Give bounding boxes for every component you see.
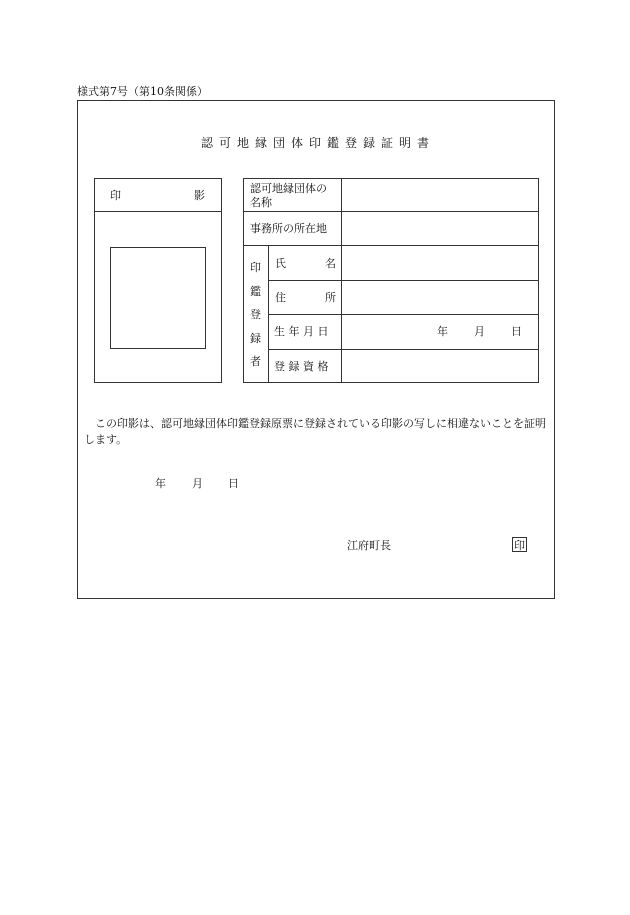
seal-header-divider (94, 211, 222, 212)
table-row-divider (268, 314, 539, 315)
issue-date-month: 月 (192, 477, 203, 490)
registrant-label-char: 鑑 (250, 285, 261, 298)
table-row-divider (243, 211, 539, 212)
seal-stamp-area (110, 247, 206, 349)
birthdate-month: 月 (474, 325, 485, 338)
signer-title: 江府町長 (347, 539, 391, 552)
seal-label-in: 印 (110, 189, 121, 202)
official-seal-mark: 印 (514, 538, 525, 552)
registrant-label-char: 者 (250, 355, 261, 368)
form-number: 様式第7号（第10条関係） (77, 85, 208, 98)
certification-statement: この印影は、認可地縁団体印鑑登録原票に登録されている印影の写しに相違ないことを証明します。 (84, 417, 546, 446)
table-row-divider (268, 349, 539, 350)
name-label-2: 名 (325, 257, 336, 270)
address-label-1: 住 (275, 291, 286, 304)
table-column-divider (341, 178, 342, 383)
office-address-label: 事務所の所在地 (250, 222, 327, 235)
name-label-1: 氏 (275, 257, 286, 270)
issue-date-year: 年 (155, 477, 166, 490)
birthdate-year: 年 (437, 325, 448, 338)
seal-label-ei: 影 (194, 189, 205, 202)
registrant-label-char: 録 (250, 332, 261, 345)
issue-date-day: 日 (228, 477, 239, 490)
birthdate-day: 日 (511, 325, 522, 338)
org-name-label-line2: 名称 (250, 196, 272, 209)
registrant-label-char: 印 (250, 261, 261, 274)
table-group-divider (268, 245, 269, 383)
birthdate-label: 生 年 月 日 (274, 325, 329, 338)
registrant-label-char: 登 (250, 308, 261, 321)
org-name-label-line1: 認可地縁団体の (250, 182, 327, 195)
document-title: 認可地縁団体印鑑登録証明書 (200, 136, 435, 150)
table-row-divider (268, 280, 539, 281)
table-row-divider (243, 245, 539, 246)
qualification-label: 登 録 資 格 (274, 360, 329, 373)
address-label-2: 所 (325, 291, 336, 304)
